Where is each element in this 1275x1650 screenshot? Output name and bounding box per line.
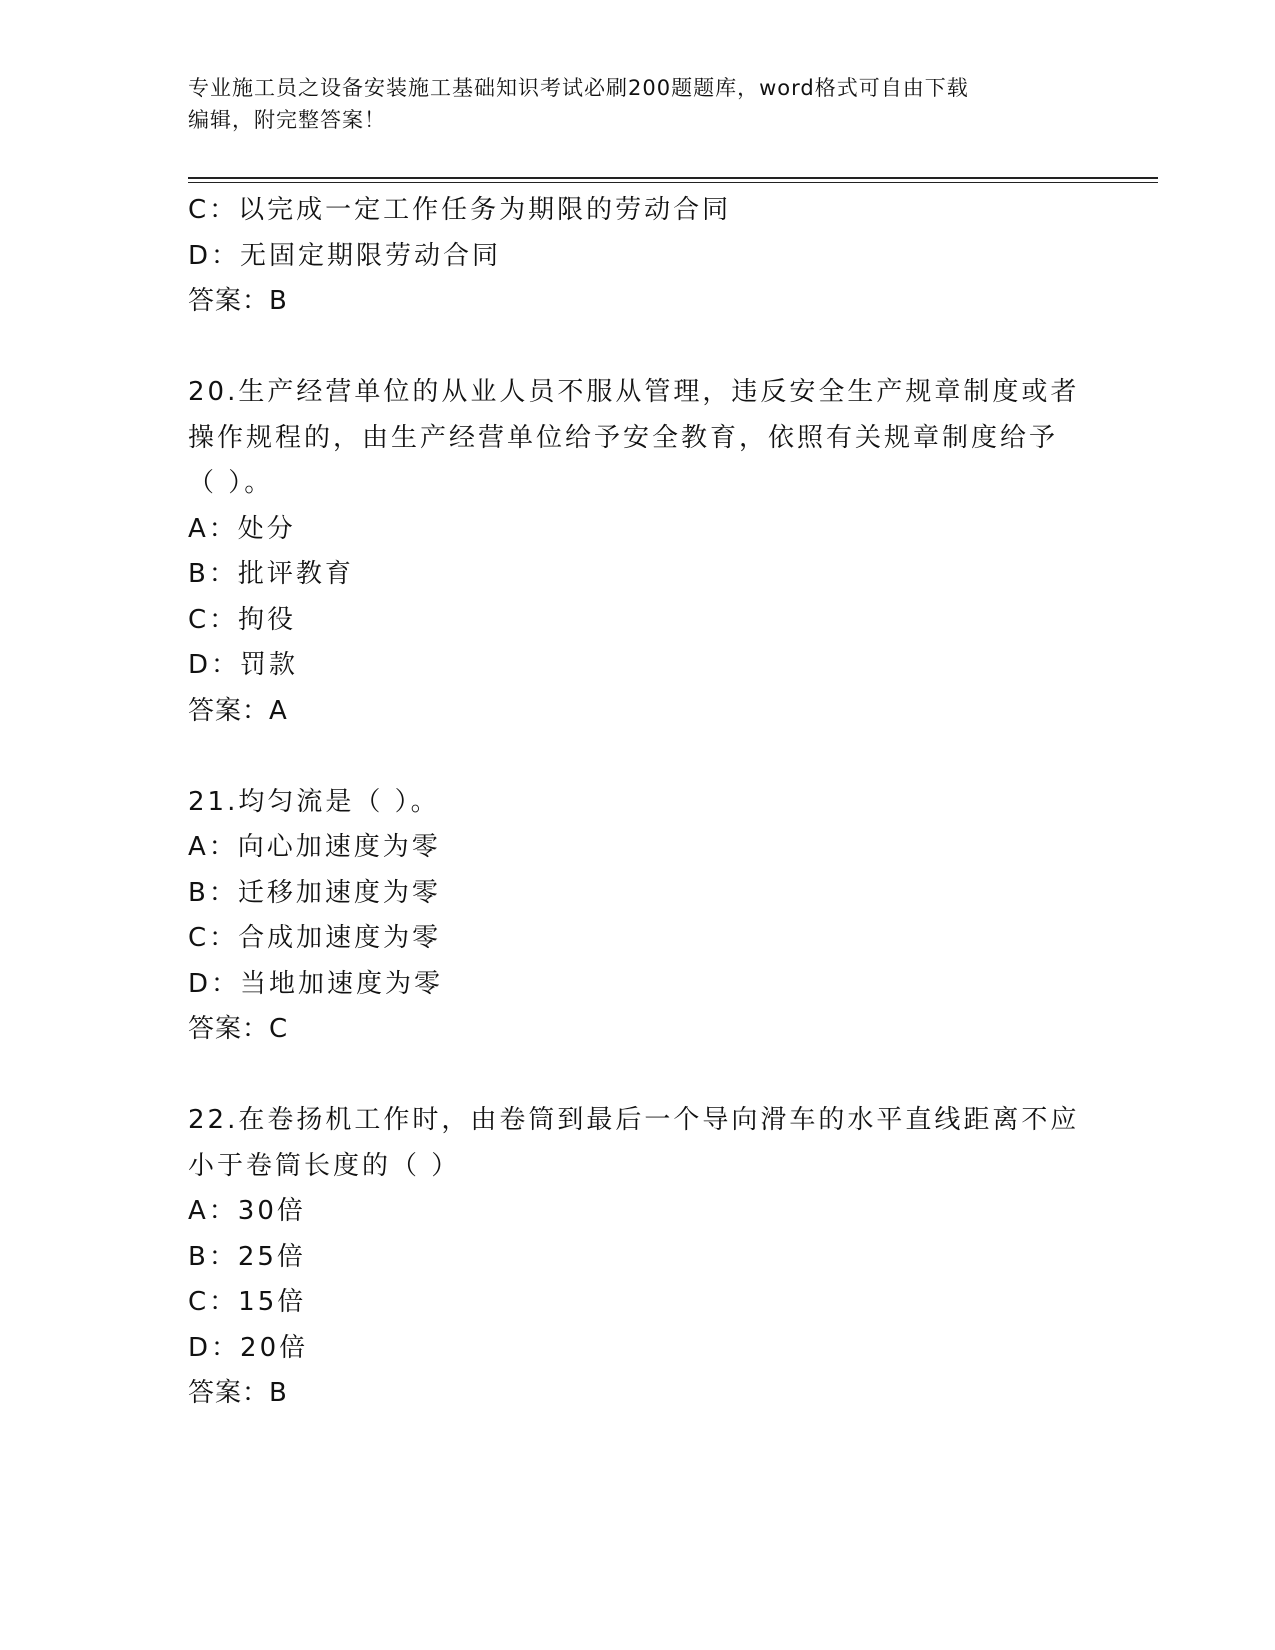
question-stem-line: （ ）。: [188, 468, 274, 498]
question-stem-line: 21.均匀流是（ ）。: [188, 786, 440, 817]
option-c: C：拘役: [188, 604, 297, 635]
spacer: [188, 325, 1088, 371]
question-list: [188, 188, 1088, 1417]
spacer: [188, 1053, 1088, 1099]
question-stem-line: 20.生产经营单位的从业人员不服从管理，违反安全生产规章制度或者: [188, 377, 1080, 407]
option-d: D：无固定期限劳动合同: [188, 240, 502, 271]
option-c: C：以完成一定工作任务为期限的劳动合同: [188, 195, 732, 225]
document-header: [188, 72, 1068, 136]
question-20: [188, 370, 1088, 734]
option-d: D：20倍: [188, 1332, 309, 1363]
answer-label: 答案：A: [188, 695, 288, 726]
header-divider: [188, 177, 1158, 183]
answer-label: 答案：B: [188, 286, 288, 316]
header-title-line-2: 编辑，附完整答案！: [188, 108, 386, 132]
option-b: B：25倍: [188, 1241, 306, 1272]
question-stem-line: 22.在卷扬机工作时，由卷筒到最后一个导向滑车的水平直线距离不应: [188, 1105, 1080, 1135]
option-b: B：批评教育: [188, 559, 354, 589]
option-d: D：罚款: [188, 650, 299, 680]
option-b: B：迁移加速度为零: [188, 877, 441, 908]
option-c: C：合成加速度为零: [188, 923, 442, 953]
question-stem-line: 操作规程的，由生产经营单位给予安全教育，依照有关规章制度给予: [188, 422, 1059, 453]
answer-label: 答案：C: [188, 1014, 289, 1044]
question-21: [188, 780, 1088, 1053]
option-d: D：当地加速度为零: [188, 968, 444, 999]
question-stem-line: 小于卷筒长度的（ ）: [188, 1150, 461, 1181]
option-a: A：30倍: [188, 1196, 306, 1226]
question-19: [188, 188, 1088, 325]
spacer: [188, 734, 1088, 780]
question-22: [188, 1098, 1088, 1417]
option-c: C：15倍: [188, 1287, 307, 1317]
option-a: A：处分: [188, 513, 296, 544]
answer-label: 答案：B: [188, 1378, 288, 1408]
header-title-line-1: 专业施工员之设备安装施工基础知识考试必刷200题题库，word格式可自由下载: [188, 76, 969, 100]
option-a: A：向心加速度为零: [188, 832, 441, 862]
